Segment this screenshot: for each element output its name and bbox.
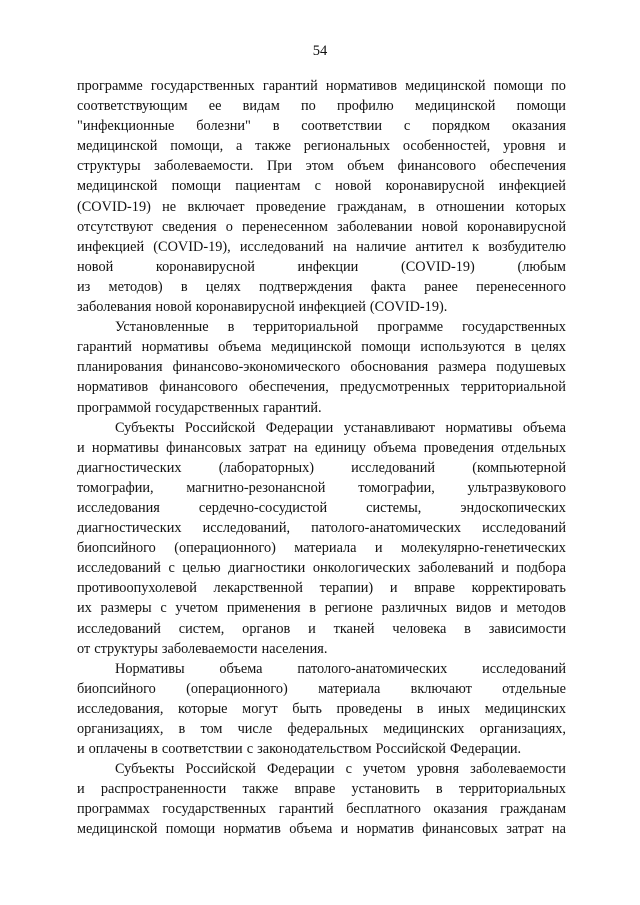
text-line: "инфекционные болезни" в соответствии с порядком оказания	[77, 118, 566, 135]
text-line: программе государственных гарантий нормативов медицинской помощи по	[77, 78, 566, 94]
body-text	[77, 76, 566, 840]
text-line: биопсийного (операционного) материала и молекулярно-генетических	[77, 540, 566, 557]
text-line: диагностических исследований, патолого-анатомических исследований	[77, 520, 566, 537]
text-line: программой государственных гарантий.	[77, 399, 322, 416]
text-line: организациях, в том числе федеральных медицинских организациях,	[77, 721, 566, 737]
text-line: планирования финансово-экономического обоснования размера подушевых	[77, 359, 566, 376]
text-line: и нормативы финансовых затрат на единицу объема проведения отдельных	[77, 439, 566, 456]
text-line: программах государственных гарантий бесплатного оказания гражданам	[77, 801, 566, 818]
text-line: противоопухолевой лекарственной терапии) и вправе корректировать	[77, 580, 566, 597]
text-line: томографии, магнитно-резонансной томографии, ультразвукового	[77, 479, 566, 496]
text-line: исследований с целью диагностики онкологических заболеваний и подбора	[77, 560, 566, 577]
text-line: и распространенности также вправе установить в территориальных	[77, 781, 566, 798]
text-line: исследования сердечно-сосудистой системы, эндоскопических	[77, 499, 566, 516]
text-line: Субъекты Российской Федерации с учетом уровня заболеваемости	[115, 761, 566, 778]
text-line: заболевания новой коронавирусной инфекцией (COVID-19).	[77, 299, 448, 316]
text-line: исследований систем, органов и тканей человека в зависимости	[77, 620, 566, 637]
text-line: отсутствуют сведения о перенесенном заболевании новой коронавирусной	[77, 218, 566, 235]
text-line: соответствующим ее видам по профилю медицинской помощи	[77, 98, 566, 115]
text-line: структуры заболеваемости. При этом объем финансового обеспечения	[77, 158, 566, 175]
text-line: диагностических (лабораторных) исследований (компьютерной	[77, 459, 566, 476]
text-line: Нормативы объема патолого-анатомических исследований	[115, 660, 566, 677]
text-line: гарантий нормативы объема медицинской помощи используются в целях	[77, 339, 566, 356]
text-line: и оплачены в соответствии с законодательством Российской Федерации.	[77, 741, 522, 758]
text-line: Установленные в территориальной программе государственных	[115, 319, 566, 336]
text-line: биопсийного (операционного) материала включают отдельные	[77, 680, 566, 697]
text-line: нормативов финансового обеспечения, предусмотренных территориальной	[77, 379, 566, 396]
text-line: от структуры заболеваемости населения.	[77, 640, 328, 657]
text-line: (COVID-19) не включает проведение гражданам, в отношении которых	[77, 198, 566, 215]
text-line: Субъекты Российской Федерации устанавливают нормативы объема	[115, 419, 566, 436]
text-line: их размеры с учетом применения в регионе различных видов и методов	[77, 600, 566, 617]
text-line: медицинской помощи пациентам с новой коронавирусной инфекцией	[77, 178, 566, 195]
text-line: медицинской помощи, а также региональных особенностей, уровня и	[77, 138, 566, 155]
text-line: инфекцией (COVID-19), исследований на наличие антител к возбудителю	[77, 238, 566, 255]
text-line: из методов) в целях подтверждения факта ранее перенесенного	[77, 278, 566, 295]
text-line: исследования, которые могут быть проведены в иных медицинских	[77, 700, 566, 717]
text-line: новой коронавирусной инфекции (COVID-19) (любым	[77, 258, 566, 275]
page-number: 54	[312, 43, 328, 59]
text-line: медицинской помощи норматив объема и норматив финансовых затрат на	[77, 821, 566, 838]
